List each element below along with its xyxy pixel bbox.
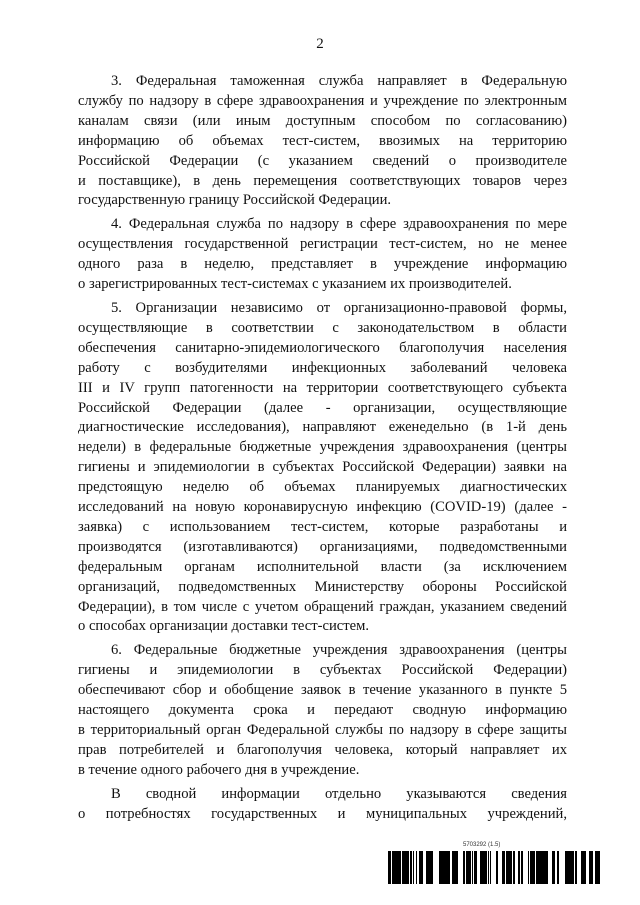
- text-line: предстоящую неделю об объемах планируемых диагностических: [78, 479, 567, 496]
- text-line: одного раза в неделю, представляет в учреждение информацию: [78, 256, 567, 273]
- text-line: III и IV групп патогенности на территории соответствующего субъекта: [78, 379, 567, 396]
- text-line: 4. Федеральная служба по надзору в сфере здравоохранения по мере: [111, 216, 567, 233]
- text-line: работу с возбудителями инфекционных заболеваний человека: [78, 359, 567, 376]
- text-line: недели) в федеральные бюджетные учреждения здравоохранения (центры: [78, 439, 567, 456]
- text-line: о зарегистрированных тест-системах с указанием их производителей.: [78, 276, 512, 293]
- paragraph: [78, 72, 567, 211]
- paragraph: [78, 299, 567, 637]
- paragraph: [78, 215, 567, 295]
- text-line: гигиены и эпидемиологии в субъектах Российской Федерации) заявки на: [78, 459, 567, 476]
- text-line: 6. Федеральные бюджетные учреждения здравоохранения (центры: [111, 642, 567, 659]
- text-line: службу по надзору в сфере здравоохранения и учреждение по электронным: [78, 92, 567, 109]
- text-line: и поставщике), в день перемещения соответствующих товаров через: [78, 172, 567, 189]
- text-line: о способах организации доставки тест-систем.: [78, 618, 369, 635]
- text-line: осуществляющие в соответствии с законодательством в области: [78, 319, 567, 336]
- text-line: государственную границу Российской Федерации.: [78, 192, 392, 209]
- text-line: каналам связи (или иным доступным способом по согласованию): [78, 112, 567, 129]
- text-line: В сводной информации отдельно указываются сведения: [111, 785, 567, 802]
- text-line: федеральным органам исполнительной власти (за исключением: [78, 558, 567, 575]
- document-body: [78, 72, 567, 829]
- text-line: Федерации), в том числе с учетом обращений граждан, указанием сведений: [78, 598, 567, 615]
- paragraph: [78, 641, 567, 780]
- text-line: о потребностях государственных и муниципальных учреждений,: [78, 805, 567, 822]
- text-line: в территориальный орган Федеральной службы по надзору в сфере защиты: [78, 722, 567, 738]
- text-line: Российской Федерации (с указанием сведений о производителе: [78, 152, 567, 169]
- barcode-icon: [388, 851, 600, 884]
- text-line: гигиены и эпидемиологии в субъектах Российской Федерации): [78, 662, 567, 679]
- barcode-block: [388, 842, 600, 886]
- text-line: прав потребителей и благополучия человека, который направляет их: [78, 741, 567, 758]
- text-line: 5. Организации независимо от организационно-правовой формы,: [111, 299, 567, 316]
- text-line: в течение одного рабочего дня в учреждение.: [78, 761, 360, 778]
- text-line: информацию об объемах тест-систем, ввозимых на территорию: [78, 132, 567, 149]
- text-line: 3. Федеральная таможенная служба направляет в Федеральную: [111, 73, 567, 89]
- text-line: исследований на новую коронавирусную инфекцию (COVID-19) (далее -: [78, 499, 567, 516]
- text-line: обеспечивают сбор и обобщение заявок в течение указанного в пункте 5: [78, 682, 567, 699]
- text-line: организаций, подведомственных Министерству обороны Российской: [78, 578, 567, 595]
- text-line: производятся (изготавливаются) организациями, подведомственными: [78, 538, 567, 555]
- text-line: заявка) с использованием тест-систем, которые разработаны и: [78, 518, 567, 535]
- page-number: 2: [316, 36, 324, 52]
- paragraph: [78, 785, 567, 825]
- text-line: диагностические исследования), направляют еженедельно (в 1-й день: [78, 419, 567, 436]
- text-line: настоящего документа срока и передают сводную информацию: [78, 702, 567, 719]
- text-line: осуществления государственной регистрации тест-систем, но не менее: [78, 236, 567, 253]
- text-line: Российской Федерации (далее - организации, осуществляющие: [78, 399, 567, 416]
- text-line: обеспечения санитарно-эпидемиологического благополучия населения: [78, 339, 567, 356]
- barcode-caption: 5703292 (1.5): [463, 842, 501, 848]
